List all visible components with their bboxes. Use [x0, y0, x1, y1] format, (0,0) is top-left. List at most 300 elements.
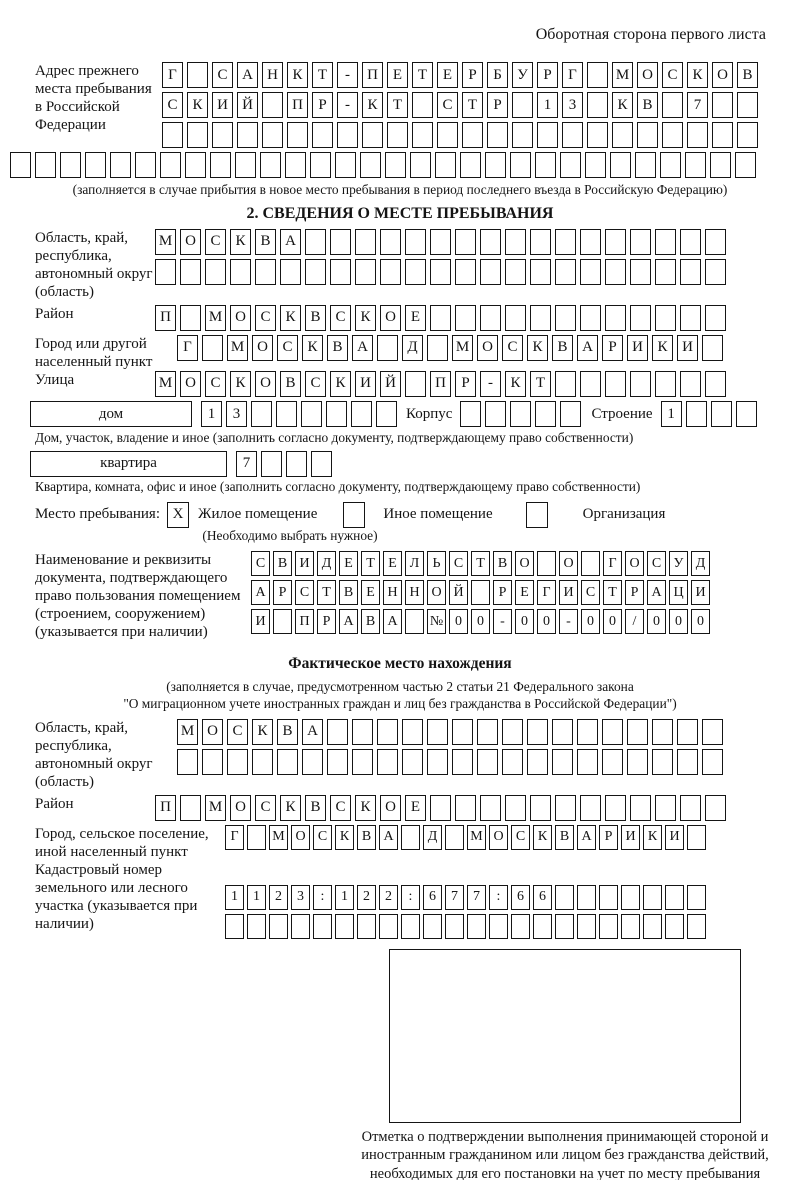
char-cell	[599, 914, 618, 939]
char-cell	[225, 914, 244, 939]
char-cell	[687, 122, 708, 148]
street-row	[155, 371, 726, 397]
char-cell	[581, 551, 600, 576]
actual-settlement-label: Город, сельское поселение, иной населенный пункт	[35, 825, 209, 860]
char-cell	[460, 152, 481, 178]
char-cell: И	[691, 580, 710, 605]
stroenie-row	[661, 401, 757, 427]
char-cell	[351, 401, 372, 427]
char-cell: Г	[177, 335, 198, 361]
document-row-2	[251, 580, 710, 605]
char-cell: П	[430, 371, 451, 397]
char-cell	[180, 259, 201, 285]
char-cell	[412, 92, 433, 118]
char-cell	[480, 795, 501, 821]
char-cell: Г	[225, 825, 244, 850]
char-cell: 3	[291, 885, 310, 910]
char-cell: В	[273, 551, 292, 576]
char-cell: Ц	[669, 580, 688, 605]
char-cell	[312, 122, 333, 148]
char-cell	[555, 305, 576, 331]
char-cell: К	[287, 62, 308, 88]
char-cell	[635, 152, 656, 178]
char-cell: Т	[312, 62, 333, 88]
char-cell	[555, 259, 576, 285]
char-cell	[489, 914, 508, 939]
char-cell: В	[737, 62, 758, 88]
char-cell: 6	[511, 885, 530, 910]
char-cell: П	[287, 92, 308, 118]
char-cell: А	[339, 609, 358, 634]
char-cell	[602, 719, 623, 745]
char-cell	[705, 305, 726, 331]
char-cell	[352, 749, 373, 775]
char-cell	[555, 885, 574, 910]
char-cell: П	[362, 62, 383, 88]
char-cell	[327, 719, 348, 745]
char-cell	[677, 749, 698, 775]
char-cell	[387, 122, 408, 148]
apartment-type-box: квартира	[30, 451, 227, 477]
char-cell	[462, 122, 483, 148]
char-cell	[605, 795, 626, 821]
char-cell: С	[295, 580, 314, 605]
char-cell: К	[643, 825, 662, 850]
region-cells	[155, 229, 726, 289]
char-cell: С	[647, 551, 666, 576]
char-cell	[705, 795, 726, 821]
char-cell: К	[330, 371, 351, 397]
char-cell: К	[652, 335, 673, 361]
char-cell: К	[533, 825, 552, 850]
char-cell	[686, 401, 707, 427]
char-cell	[512, 92, 533, 118]
char-cell	[605, 229, 626, 255]
stay-type-option-residential: Жилое помещение	[198, 506, 318, 523]
char-cell: :	[401, 885, 420, 910]
actual-district-row	[155, 795, 726, 821]
char-cell: Е	[383, 551, 402, 576]
char-cell: С	[502, 335, 523, 361]
char-cell	[577, 719, 598, 745]
char-cell: У	[669, 551, 688, 576]
char-cell	[430, 305, 451, 331]
char-cell: Н	[383, 580, 402, 605]
char-cell	[535, 401, 556, 427]
char-cell	[560, 152, 581, 178]
char-cell	[291, 914, 310, 939]
char-cell	[555, 371, 576, 397]
char-cell: С	[305, 371, 326, 397]
char-cell: С	[662, 62, 683, 88]
char-cell: С	[437, 92, 458, 118]
char-cell: О	[202, 719, 223, 745]
char-cell: А	[647, 580, 666, 605]
char-cell: В	[255, 229, 276, 255]
char-cell: Т	[471, 551, 490, 576]
char-cell: Т	[412, 62, 433, 88]
char-cell	[162, 122, 183, 148]
char-cell	[412, 122, 433, 148]
char-cell: К	[302, 335, 323, 361]
char-cell: 6	[423, 885, 442, 910]
char-cell	[687, 825, 706, 850]
char-cell	[736, 401, 757, 427]
char-cell: 2	[379, 885, 398, 910]
char-cell	[401, 914, 420, 939]
char-cell	[655, 305, 676, 331]
char-cell	[230, 259, 251, 285]
korpus-row	[460, 401, 581, 427]
char-cell	[85, 152, 106, 178]
char-cell: 0	[449, 609, 468, 634]
house-number-row	[201, 401, 397, 427]
char-cell	[577, 914, 596, 939]
char-cell	[355, 259, 376, 285]
char-cell	[580, 305, 601, 331]
char-cell	[685, 152, 706, 178]
actual-location-note-1: (заполняется в случае, предусмотренном частью 2 статьи 21 Федерального закона	[166, 679, 634, 694]
char-cell: А	[352, 335, 373, 361]
char-cell	[621, 885, 640, 910]
actual-location-note-2: "О миграционном учете иностранных граждан и лиц без гражданства в Российской Федерации")	[123, 695, 677, 711]
char-cell	[430, 229, 451, 255]
char-cell: М	[452, 335, 473, 361]
char-cell: :	[313, 885, 332, 910]
char-cell: Р	[625, 580, 644, 605]
char-cell: П	[155, 795, 176, 821]
char-cell	[687, 914, 706, 939]
char-cell: С	[277, 335, 298, 361]
char-cell: :	[489, 885, 508, 910]
actual-region-row-2	[177, 749, 723, 775]
char-cell	[330, 259, 351, 285]
char-cell	[587, 92, 608, 118]
char-cell: Г	[162, 62, 183, 88]
cadastral-row-1	[225, 885, 706, 910]
char-cell	[377, 719, 398, 745]
char-cell	[710, 152, 731, 178]
char-cell	[533, 914, 552, 939]
char-cell: -	[480, 371, 501, 397]
char-cell	[327, 749, 348, 775]
city-label: Город или другой населенный пункт	[35, 335, 153, 370]
char-cell	[560, 401, 581, 427]
char-cell	[655, 229, 676, 255]
char-cell	[187, 62, 208, 88]
char-cell: Е	[361, 580, 380, 605]
stay-type-label: Место пребывания:	[35, 506, 160, 523]
prev-address-label: Адрес прежнего места пребывания в Российской Федерации	[35, 63, 152, 133]
char-cell: О	[625, 551, 644, 576]
char-cell	[677, 719, 698, 745]
house-note: Дом, участок, владение и иное (заполнить согласно документу, подтверждающему право собственности)	[35, 429, 634, 445]
char-cell: Г	[537, 580, 556, 605]
char-cell: К	[527, 335, 548, 361]
char-cell	[630, 229, 651, 255]
char-cell	[427, 719, 448, 745]
char-cell: Й	[237, 92, 258, 118]
city-row	[177, 335, 723, 361]
char-cell	[362, 122, 383, 148]
char-cell: Л	[405, 551, 424, 576]
char-cell: 6	[533, 885, 552, 910]
char-cell	[655, 371, 676, 397]
char-cell: Б	[487, 62, 508, 88]
char-cell	[510, 152, 531, 178]
char-cell: О	[291, 825, 310, 850]
char-cell: К	[362, 92, 383, 118]
stay-type-option-organization: Организация	[582, 506, 666, 523]
char-cell: О	[712, 62, 733, 88]
char-cell: Т	[317, 580, 336, 605]
char-cell: Р	[317, 609, 336, 634]
char-cell: Т	[530, 371, 551, 397]
char-cell: 2	[357, 885, 376, 910]
char-cell	[352, 719, 373, 745]
char-cell: И	[559, 580, 578, 605]
char-cell: В	[277, 719, 298, 745]
char-cell: С	[330, 795, 351, 821]
char-cell: Н	[262, 62, 283, 88]
char-cell: С	[581, 580, 600, 605]
char-cell	[335, 152, 356, 178]
char-cell: И	[212, 92, 233, 118]
char-cell	[527, 749, 548, 775]
char-cell	[662, 122, 683, 148]
char-cell	[326, 401, 347, 427]
char-cell	[210, 152, 231, 178]
stay-type-note: (Необходимо выбрать нужное)	[202, 528, 378, 544]
char-cell	[445, 914, 464, 939]
char-cell	[177, 749, 198, 775]
section2-title: 2. СВЕДЕНИЯ О МЕСТЕ ПРЕБЫВАНИЯ	[246, 204, 554, 222]
char-cell	[480, 259, 501, 285]
char-cell: К	[505, 371, 526, 397]
char-cell: Й	[449, 580, 468, 605]
stay-type-checkbox-other	[343, 502, 365, 528]
actual-district-label: Район	[35, 795, 74, 812]
char-cell: С	[227, 719, 248, 745]
corner-note: Оборотная сторона первого листа	[535, 26, 766, 43]
char-cell: 0	[603, 609, 622, 634]
char-cell: М	[227, 335, 248, 361]
char-cell	[357, 914, 376, 939]
char-cell	[485, 401, 506, 427]
char-cell	[60, 152, 81, 178]
char-cell	[302, 749, 323, 775]
char-cell	[637, 122, 658, 148]
actual-region-block	[0, 719, 800, 791]
char-cell: М	[612, 62, 633, 88]
char-cell: О	[230, 795, 251, 821]
char-cell: 2	[269, 885, 288, 910]
actual-region-row-1	[177, 719, 723, 745]
char-cell	[437, 122, 458, 148]
char-cell: С	[255, 305, 276, 331]
char-cell	[485, 152, 506, 178]
char-cell	[252, 749, 273, 775]
char-cell	[377, 749, 398, 775]
char-cell	[355, 229, 376, 255]
char-cell: С	[205, 371, 226, 397]
char-cell: И	[627, 335, 648, 361]
prev-address-row-1	[162, 62, 758, 88]
char-cell: К	[280, 795, 301, 821]
char-cell: 1	[537, 92, 558, 118]
cadastral-cells	[225, 861, 706, 943]
char-cell	[612, 122, 633, 148]
document-row-3	[251, 609, 710, 634]
char-cell	[705, 259, 726, 285]
char-cell	[160, 152, 181, 178]
char-cell	[455, 229, 476, 255]
char-cell	[662, 92, 683, 118]
char-cell: Р	[273, 580, 292, 605]
district-row	[155, 305, 726, 331]
char-cell	[512, 122, 533, 148]
form-content	[0, 62, 800, 1180]
char-cell	[655, 259, 676, 285]
char-cell: О	[180, 371, 201, 397]
char-cell	[202, 335, 223, 361]
char-cell: А	[383, 609, 402, 634]
char-cell	[135, 152, 156, 178]
char-cell	[405, 259, 426, 285]
char-cell: И	[665, 825, 684, 850]
char-cell	[487, 122, 508, 148]
char-cell: М	[177, 719, 198, 745]
char-cell	[643, 914, 662, 939]
char-cell	[480, 229, 501, 255]
char-cell	[402, 719, 423, 745]
char-cell: Д	[317, 551, 336, 576]
char-cell	[251, 401, 272, 427]
city-block	[0, 335, 800, 371]
char-cell: Й	[380, 371, 401, 397]
char-cell: Р	[312, 92, 333, 118]
prev-address-note: (заполняется в случае прибытия в новое место пребывания в период последнего въезда в Российскую Федерацию)	[72, 182, 728, 197]
char-cell	[380, 259, 401, 285]
char-cell	[599, 885, 618, 910]
char-cell: С	[251, 551, 270, 576]
char-cell	[430, 259, 451, 285]
char-cell	[410, 152, 431, 178]
char-cell: В	[327, 335, 348, 361]
char-cell	[705, 229, 726, 255]
region-block	[0, 229, 800, 301]
char-cell	[530, 259, 551, 285]
char-cell	[505, 229, 526, 255]
char-cell	[405, 371, 426, 397]
char-cell	[555, 914, 574, 939]
prev-address-cells	[162, 62, 758, 152]
char-cell	[587, 62, 608, 88]
char-cell	[467, 914, 486, 939]
char-cell: 7	[236, 451, 257, 477]
char-cell	[10, 152, 31, 178]
char-cell	[405, 609, 424, 634]
char-cell: М	[155, 371, 176, 397]
char-cell	[505, 305, 526, 331]
char-cell	[660, 152, 681, 178]
char-cell	[535, 152, 556, 178]
char-cell	[310, 152, 331, 178]
char-cell	[205, 259, 226, 285]
char-cell: Е	[405, 795, 426, 821]
actual-region-cells	[177, 719, 723, 779]
char-cell: О	[637, 62, 658, 88]
char-cell: О	[380, 795, 401, 821]
char-cell	[630, 259, 651, 285]
char-cell: О	[489, 825, 508, 850]
char-cell: Т	[387, 92, 408, 118]
char-cell: 7	[445, 885, 464, 910]
char-cell	[477, 749, 498, 775]
char-cell	[480, 305, 501, 331]
char-cell: О	[230, 305, 251, 331]
char-cell: 1	[225, 885, 244, 910]
char-cell	[652, 719, 673, 745]
stamp-area	[350, 949, 780, 1180]
char-cell	[527, 719, 548, 745]
char-cell: Е	[387, 62, 408, 88]
char-cell: П	[155, 305, 176, 331]
char-cell: А	[237, 62, 258, 88]
char-cell	[627, 719, 648, 745]
char-cell	[705, 371, 726, 397]
char-cell: И	[621, 825, 640, 850]
char-cell: Р	[493, 580, 512, 605]
char-cell	[630, 371, 651, 397]
char-cell: К	[335, 825, 354, 850]
char-cell	[530, 305, 551, 331]
char-cell	[235, 152, 256, 178]
char-cell: 0	[515, 609, 534, 634]
region-row-2	[155, 259, 726, 285]
char-cell	[680, 259, 701, 285]
char-cell: Т	[361, 551, 380, 576]
char-cell	[247, 825, 266, 850]
char-cell	[110, 152, 131, 178]
stay-type-checkbox-residential: X	[167, 502, 189, 528]
char-cell: Р	[455, 371, 476, 397]
char-cell: К	[230, 229, 251, 255]
char-cell	[712, 122, 733, 148]
prev-address-overflow-row	[10, 152, 800, 178]
char-cell	[552, 719, 573, 745]
char-cell	[585, 152, 606, 178]
char-cell	[379, 914, 398, 939]
actual-settlement-row	[225, 825, 706, 850]
char-cell	[402, 749, 423, 775]
char-cell: У	[512, 62, 533, 88]
char-cell	[502, 719, 523, 745]
char-cell	[502, 749, 523, 775]
char-cell: С	[255, 795, 276, 821]
char-cell	[680, 305, 701, 331]
char-cell: К	[355, 305, 376, 331]
char-cell	[471, 580, 490, 605]
char-cell	[180, 305, 201, 331]
char-cell	[269, 914, 288, 939]
char-cell	[330, 229, 351, 255]
char-cell	[255, 259, 276, 285]
char-cell: Е	[437, 62, 458, 88]
char-cell: А	[577, 335, 598, 361]
stamp-box	[389, 949, 741, 1123]
char-cell: С	[162, 92, 183, 118]
